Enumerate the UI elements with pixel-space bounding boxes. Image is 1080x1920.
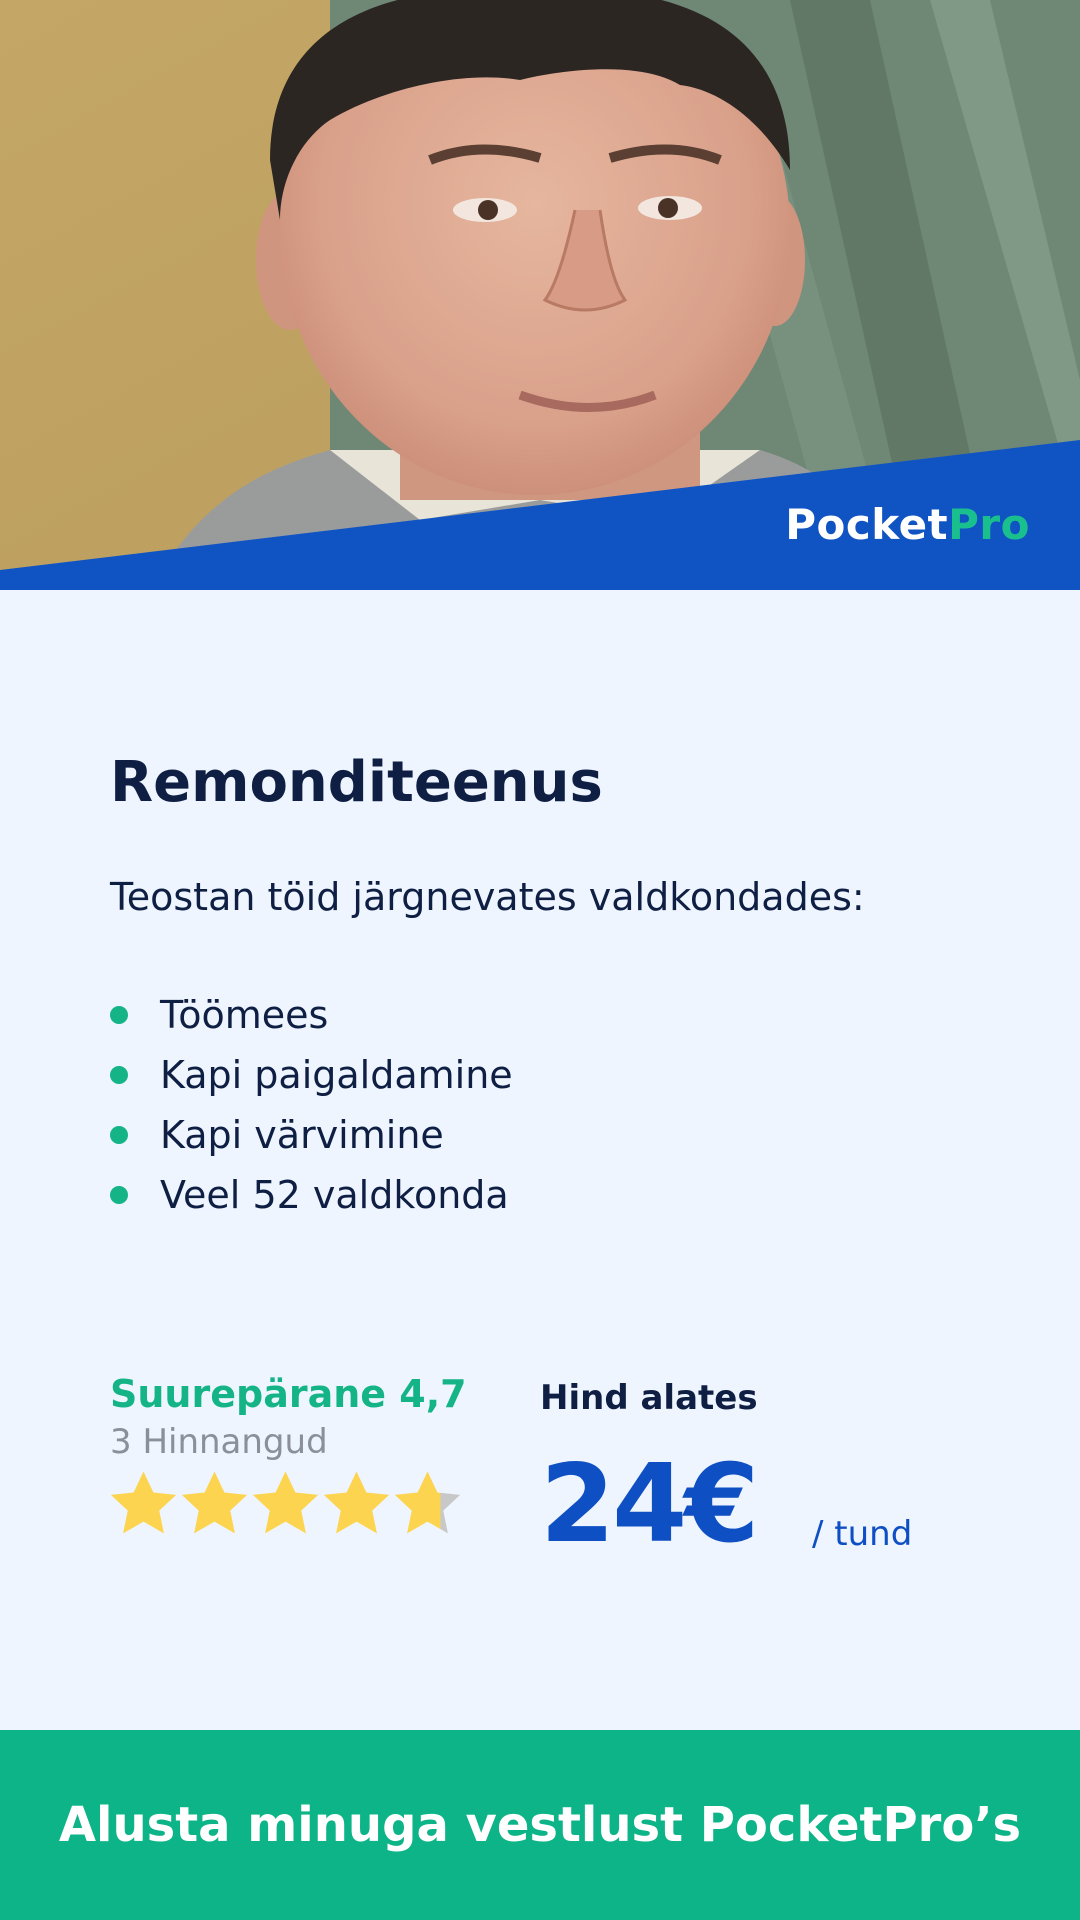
pocketpro-logo: PocketPro [785, 500, 1030, 549]
start-chat-button[interactable] [0, 1730, 1080, 1920]
bullet-icon [110, 1006, 128, 1024]
profile-hero [0, 0, 1080, 590]
star-icon [250, 1468, 321, 1538]
start-chat-label: Alusta minuga vestlust PocketPro’s [58, 1797, 1022, 1853]
price-unit: / tund [812, 1514, 913, 1554]
category-list [110, 990, 513, 1230]
service-intro: Teostan töid järgnevates valdkondades: [110, 875, 865, 919]
star-icon [321, 1468, 392, 1538]
list-item: Töömees [110, 990, 513, 1050]
star-rating [108, 1468, 463, 1538]
bullet-icon [110, 1126, 128, 1144]
review-count: 3 Hinnangud [110, 1422, 328, 1462]
star-icon [108, 1468, 179, 1538]
bullet-icon [110, 1186, 128, 1204]
list-item: Kapi paigaldamine [110, 1050, 513, 1110]
bullet-icon [110, 1066, 128, 1084]
list-item: Veel 52 valdkonda [110, 1170, 513, 1230]
price-amount: 24€ [540, 1442, 757, 1567]
service-title: Remonditeenus [110, 750, 603, 815]
star-icon [392, 1468, 463, 1538]
star-icon [179, 1468, 250, 1538]
price-label: Hind alates [540, 1378, 758, 1418]
rating-label: Suurepärane 4,7 [110, 1372, 467, 1416]
list-item: Kapi värvimine [110, 1110, 513, 1170]
